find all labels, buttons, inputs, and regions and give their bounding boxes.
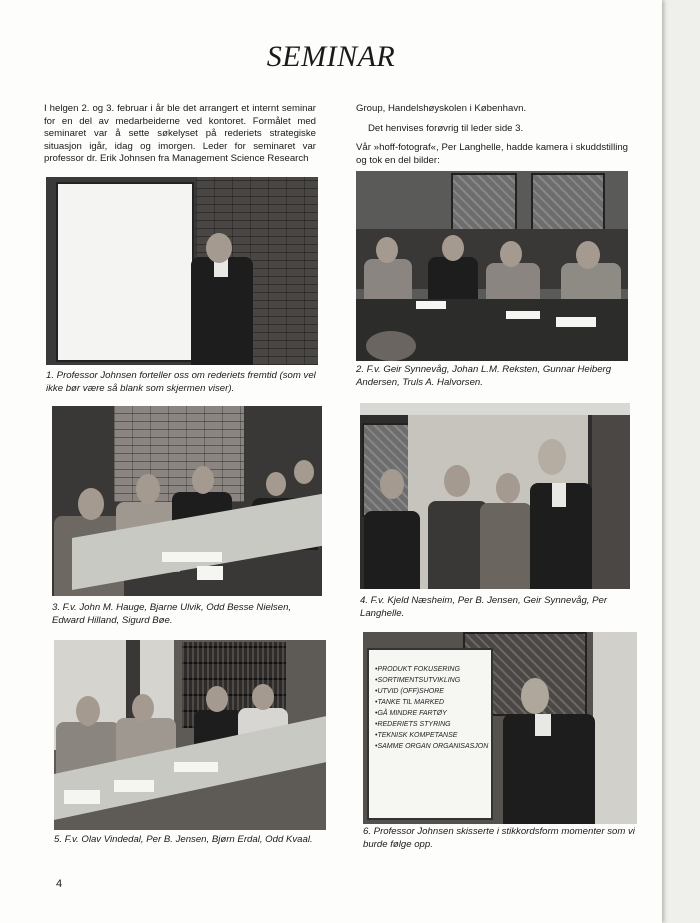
photo-1	[46, 177, 318, 365]
intro-paragraph-1: I helgen 2. og 3. februar i år ble det arrangert et internt seminar for en del av medarbeiderne ved kontoret. Formålet med seminaret var å sette søkelyset på rederiets strategiske situasjon igår, idag og imorgen. Leder for seminaret var professor dr. Erik Johnsen fra Management Science Research	[44, 103, 316, 164]
intro-right-column	[356, 103, 628, 174]
caption-4: 4. F.v. Kjeld Næsheim, Per B. Jensen, Geir Synnevåg, Per Langhelle.	[360, 595, 608, 619]
caption-5: 5. F.v. Olav Vindedal, Per B. Jensen, Bjørn Erdal, Odd Kvaal.	[54, 834, 313, 845]
photo-6	[363, 632, 637, 824]
window-left	[451, 173, 517, 233]
page-title: SEMINAR	[266, 40, 396, 73]
intro-paragraph-3: Det henvises forøvrig til leder side 3.	[368, 122, 524, 134]
photo-3	[52, 406, 322, 596]
caption-1: 1. Professor Johnsen forteller oss om rederiets fremtid (som vel ikke bør være så blank som skjermen viser).	[46, 370, 316, 394]
intro-paragraph-2: Group, Handelshøyskolen i København.	[356, 103, 527, 114]
page-number: 4	[56, 878, 63, 890]
window-right	[531, 173, 605, 233]
caption-2: 2. F.v. Geir Synnevåg, Johan L.M. Reksten, Gunnar Heiberg Andersen, Truls A. Halvorsen.	[356, 364, 612, 388]
caption-6: 6. Professor Johnsen skisserte i stikkordsform momenter som vi burde følge opp.	[363, 826, 635, 850]
photo-2	[356, 171, 628, 361]
photo-4	[360, 403, 630, 589]
intro-paragraph-4: Vår »hoff-fotograf«, Per Langhelle, hadde kamera i skuddstilling og tok en del bilder:	[356, 142, 628, 166]
caption-3: 3. F.v. John M. Hauge, Bjarne Ulvik, Odd Besse Nielsen, Edward Hilland, Sigurd Bøe.	[52, 602, 292, 626]
flipchart	[367, 648, 493, 820]
projection-screen	[56, 182, 194, 362]
photo-5	[54, 640, 326, 830]
intro-left-column	[44, 103, 316, 173]
flipchart-notes: •PRODUKT FOKUSERING •SORTIMENTSUTVIKLING •UTVID (OFF)SHORE •TANKE TIL MARKED •GÅ MINDRE FARTØY •REDERIETS STYRING •TEKNISK KOMPETANSE •SAMME ORGAN ORGANISASJON	[375, 666, 489, 750]
